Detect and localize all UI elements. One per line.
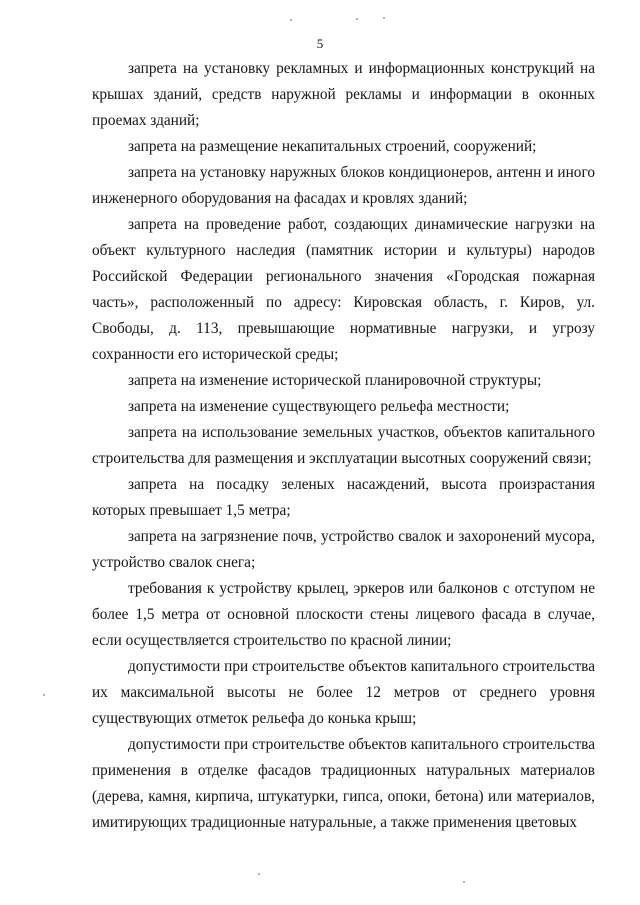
paragraph: запрета на размещение некапитальных строений, сооружений; [128,138,537,155]
paragraph: запрета на посадку зеленых насаждений, высота произрастания которых превышает 1,5 метра; [92,476,595,519]
paragraph: допустимости при строительстве объектов капитального строительства применения в отделке фасадов традиционных натуральных материалов (дерева, камня, кирпича, штукатурки, гипса, опоки, бетона) или материалов, имитирующих традиционные натуральные, а также применения цветовых [92,736,595,831]
scan-speck [463,881,465,883]
scan-speck [383,17,385,19]
paragraph: допустимости при строительстве объектов капитального строительства их максимальной высоты не более 12 метров от среднего уровня существующих отметок рельефа до конька крыш; [92,658,595,727]
paragraph: запрета на изменение исторической планировочной структуры; [128,372,542,389]
paragraph: запрета на установку рекламных и информационных конструкций на крышах зданий, средств наружной рекламы и информации в оконных проемах зданий; [92,60,595,129]
scan-speck [290,19,292,21]
scan-speck [43,694,45,696]
scan-speck [356,18,358,20]
paragraph: требования к устройству крылец, эркеров или балконов с отступом не более 1,5 метра от основной плоскости стены лицевого фасада в случае, если осуществляется строительство по красной линии; [92,580,595,649]
paragraph: запрета на проведение работ, создающих динамические нагрузки на объект культурного наследия (памятник истории и культуры) народов Российской Федерации регионального значения «Городская пожарная часть», расположенный по адресу: Кировская область, г. Киров, ул. Свободы, д. 113, превышающие нормативные нагрузки, и угрозу сохранности его исторической среды; [92,216,595,363]
paragraph: запрета на изменение существующего рельефа местности; [128,398,510,415]
paragraph: запрета на загрязнение почв, устройство свалок и захоронений мусора, устройство свалок снега; [92,528,595,571]
body-text [92,56,595,836]
paragraph: запрета на установку наружных блоков кондиционеров, антенн и иного инженерного оборудования на фасадах и кровлях зданий; [92,164,595,207]
paragraph: запрета на использование земельных участков, объектов капитального строительства для размещения и эксплуатации высотных сооружений связи; [92,424,595,467]
page-number: 5 [316,36,324,51]
scan-speck [258,873,260,875]
